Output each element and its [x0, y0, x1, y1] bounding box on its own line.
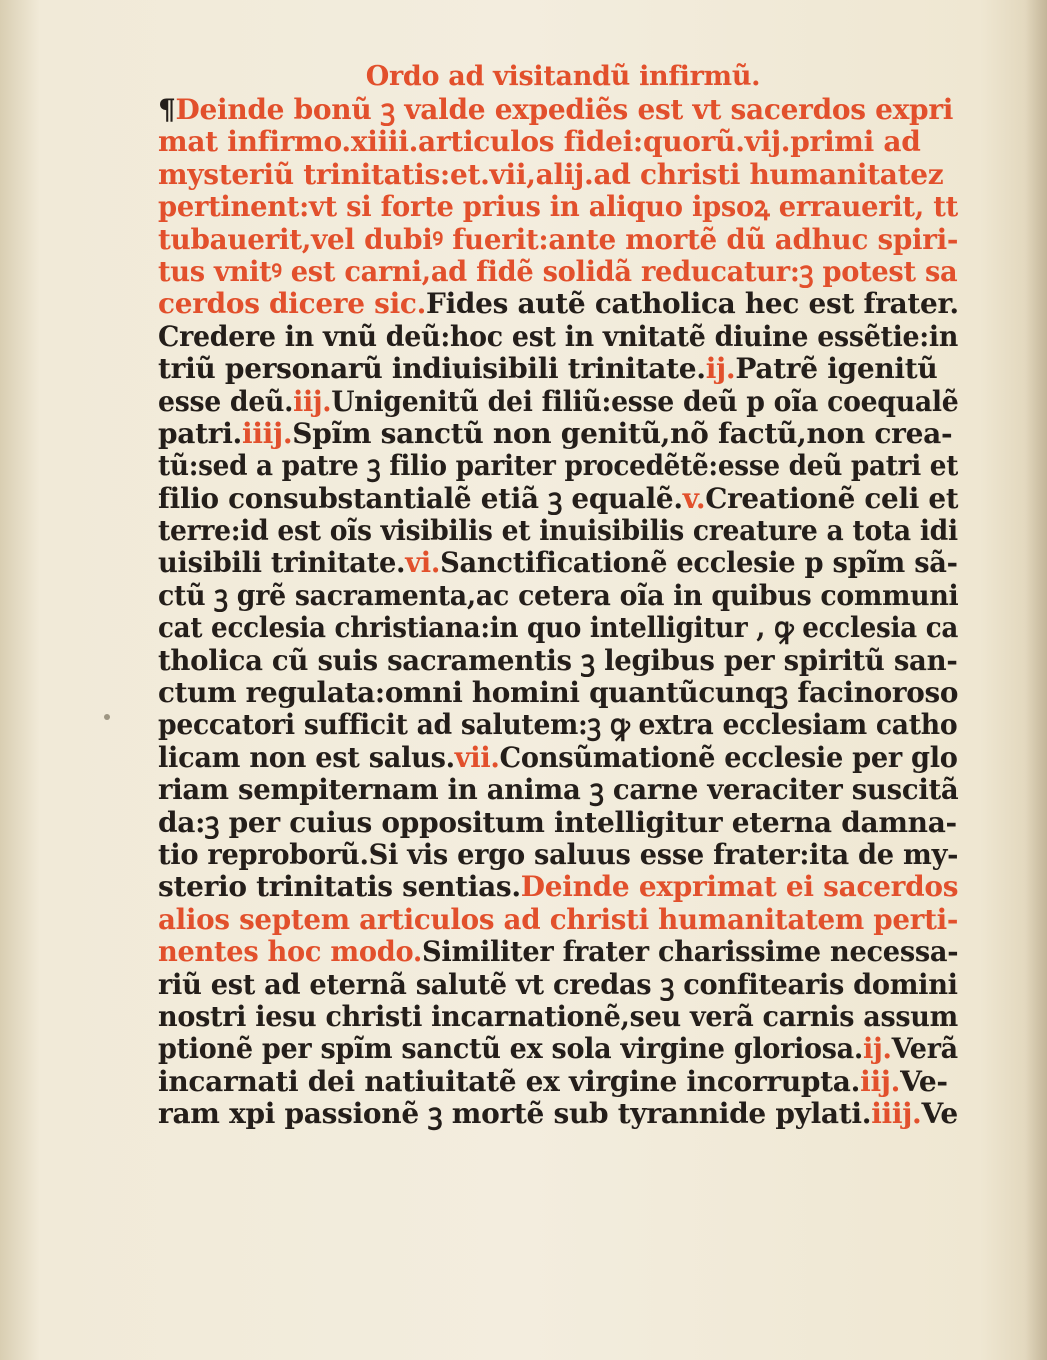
text-segment: ctũ ꝫ grẽ sacramenta,ac cetera oĩa in quibus communi: [158, 579, 959, 612]
text-segment: peccatori sufficit ad salutem:ꝫ ꝙ extra ecclesiam catho: [158, 709, 958, 742]
text-block: [158, 60, 968, 1131]
text-line: [158, 969, 958, 1001]
text-line: [158, 547, 958, 579]
text-segment: Unigenitũ dei filiũ:esse deũ p oĩa coequalẽ: [331, 385, 959, 418]
text-segment: ram xpi passionẽ ꝫ mortẽ sub tyrannide pylati.: [158, 1098, 872, 1131]
page-heading: Ordo ad visitandũ infirmũ.: [365, 61, 761, 92]
text-line: [158, 94, 968, 126]
rubric-segment: iij.: [860, 1065, 901, 1098]
text-line: [158, 839, 958, 871]
text-line: [158, 774, 958, 806]
text-line: [158, 483, 958, 515]
text-line: [158, 353, 968, 385]
rubric-segment: mysteriũ trinitatis:et.vii,alij.ad christi humanitatez: [158, 158, 944, 191]
text-segment: sterio trinitatis sentias.: [158, 871, 521, 904]
text-segment: nostri iesu christi incarnationẽ,seu verã carnis assum: [158, 1000, 958, 1033]
text-segment: Ve: [921, 1098, 958, 1131]
text-line: [158, 288, 958, 320]
text-segment: incarnati dei natiuitatẽ ex virgine incorrupta.: [158, 1065, 861, 1098]
text-segment: Sanctificationẽ ecclesie p spĩm sã-: [440, 547, 958, 580]
rubric-segment: ij.: [705, 353, 736, 386]
rubric-segment: Deinde bonũ ꝫ valde expediẽs est vt sacerdos expri: [175, 94, 954, 126]
text-line: [158, 677, 958, 709]
text-line: [158, 936, 958, 968]
text-line: [158, 580, 958, 612]
text-line: [158, 321, 958, 353]
text-line: [158, 159, 968, 191]
text-line: [158, 126, 968, 158]
rubric-segment: Deinde exprimat ei sacerdos: [520, 871, 959, 904]
text-segment: Patrẽ igenitũ: [735, 353, 938, 386]
text-segment: esse deũ.: [158, 385, 294, 418]
text-line: [158, 450, 958, 482]
text-segment: Verã: [891, 1033, 958, 1066]
text-line: [158, 1066, 968, 1098]
rubric-segment: vi.: [405, 547, 441, 580]
text-segment: riũ est ad eternã salutẽ vt credas ꝫ confitearis domini: [158, 968, 958, 1001]
text-segment: Creationẽ celi et: [705, 482, 959, 515]
text-segment: licam non est salus.: [158, 741, 455, 774]
text-line: [158, 515, 958, 547]
rubric-segment: iij.: [293, 385, 332, 418]
text-segment: ptionẽ per spĩm sanctũ ex sola virgine gloriosa.: [158, 1033, 864, 1066]
text-line: [158, 1033, 958, 1065]
text-segment: uisibili trinitate.: [158, 547, 406, 580]
rubric-segment: tubauerit,vel dubiꝰ fuerit:ante mortẽ dũ adhuc spiri-: [158, 223, 959, 256]
rubric-segment: ij.: [863, 1033, 892, 1066]
text-segment: Spĩm sanctũ non genitũ,nõ factũ,non crea-: [292, 417, 953, 450]
rubric-segment: vii.: [454, 741, 500, 774]
rubric-segment: alios septem articulos ad christi humanitatem perti-: [158, 903, 958, 936]
rubric-segment: iiij.: [242, 417, 293, 450]
text-segment: Fides autẽ catholica hec est frater.: [426, 288, 959, 321]
body-lines: [158, 94, 968, 1131]
text-segment: terre:id est oĩs visibilis et inuisibilis creature a tota idi: [158, 515, 958, 548]
text-line: [158, 871, 958, 903]
text-segment: patri.: [158, 417, 242, 450]
page-edge-shadow: [1025, 0, 1047, 1360]
text-segment: riam sempiternam in anima ꝫ carne veraciter suscitã: [158, 774, 959, 807]
text-segment: da:ꝫ per cuius oppositum intelligitur eterna damna-: [158, 806, 957, 839]
text-segment: tio reproborũ.Si vis ergo saluus esse frater:ita de my-: [158, 838, 958, 871]
text-line: [158, 807, 968, 839]
text-segment: triũ personarũ indiuisibili trinitate.: [158, 353, 706, 386]
text-line: [158, 1098, 968, 1130]
text-segment: ctum regulata:omni homini quantũcunqꝫ facinoroso: [158, 677, 959, 710]
text-line: [158, 418, 968, 450]
text-line: [158, 1001, 958, 1033]
text-segment: Credere in vnũ deũ:hoc est in vnitatẽ diuine essẽtie:in: [158, 320, 958, 353]
text-line: [158, 612, 958, 644]
rubric-segment: v.: [682, 482, 706, 515]
rubric-segment: iiij.: [871, 1098, 922, 1131]
text-segment: tholica cũ suis sacramentis ꝫ legibus per spiritũ san-: [158, 644, 958, 677]
text-segment: filio consubstantialẽ etiã ꝫ equalẽ.: [158, 482, 683, 515]
text-line: [158, 224, 958, 256]
text-segment: Ve-: [900, 1065, 948, 1098]
text-segment: tũ:sed a patre ꝫ filio pariter procedẽtẽ:esse deũ patri et: [158, 450, 959, 483]
ink-spot: [104, 714, 110, 720]
rubric-segment: tus vnitꝰ est carni,ad fidẽ solidã reducatur:ꝫ potest sa: [158, 255, 958, 288]
text-line: [158, 709, 958, 741]
text-line: [158, 386, 958, 418]
text-segment: ¶: [158, 94, 176, 126]
text-line: [158, 904, 958, 936]
text-segment: cat ecclesia christiana:in quo intelligitur , ꝙ ecclesia ca: [158, 612, 959, 645]
rubric-segment: pertinent:vt si forte prius in aliquo ipsoꝝ errauerit, tt: [158, 191, 958, 224]
text-segment: Similiter frater charissime necessa-: [422, 936, 958, 969]
text-line: [158, 645, 958, 677]
rubric-segment: cerdos dicere sic.: [158, 288, 427, 321]
text-line: [158, 256, 958, 288]
rubric-segment: mat infirmo.xiiii.articulos fidei:quorũ.vij.primi ad: [158, 126, 921, 159]
rubric-segment: nentes hoc modo.: [158, 936, 423, 969]
text-line: [158, 191, 958, 223]
text-line: [158, 742, 958, 774]
text-segment: Consũmationẽ ecclesie per glo: [499, 741, 958, 774]
